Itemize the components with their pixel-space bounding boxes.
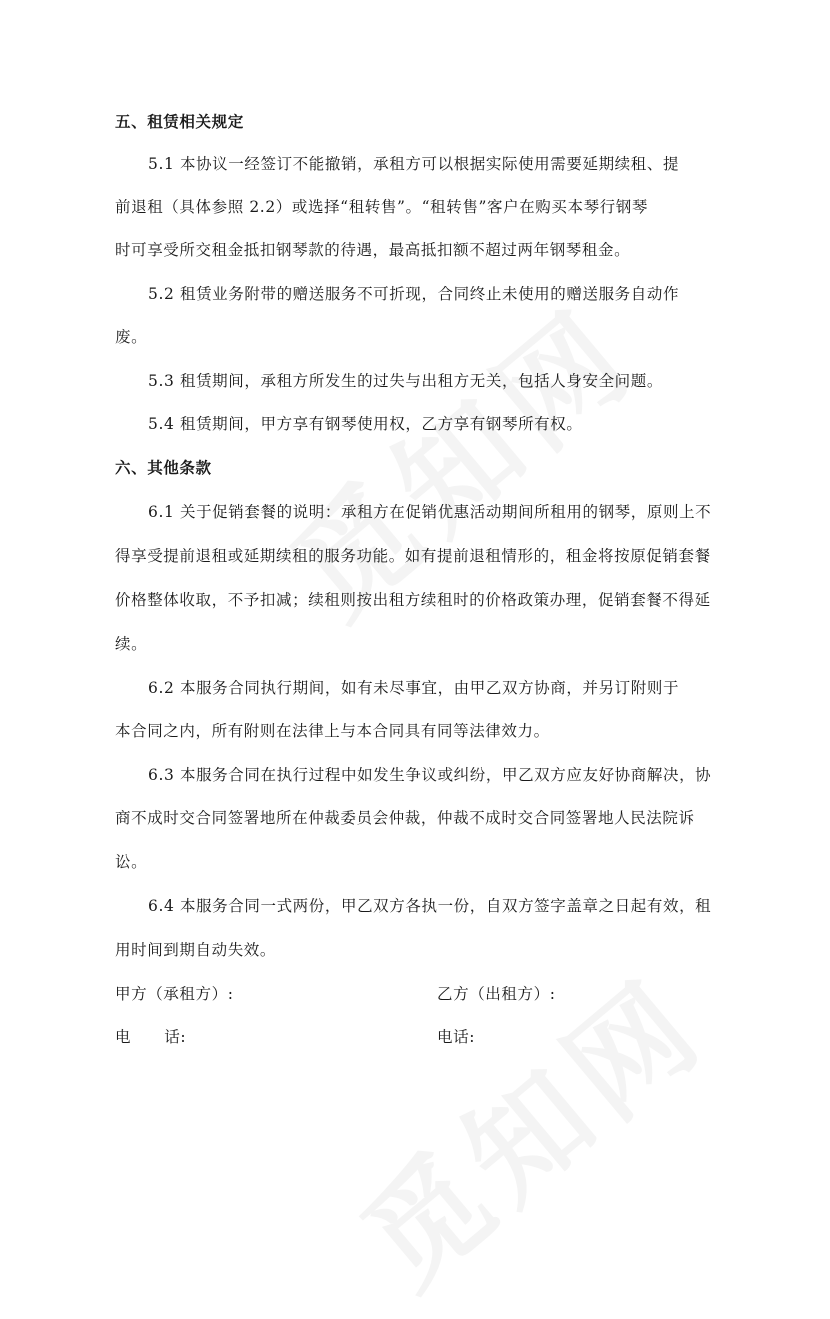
clause-5-1-line-2: 前退租（具体参照 2.2）或选择“租转售”。“租转售”客户在购买本琴行钢琴 xyxy=(115,198,648,216)
clause-5-3: 5.3 租赁期间，承租方所发生的过失与出租方无关，包括人身安全问题。 xyxy=(148,372,663,390)
party-a-phone-label: 电 话: xyxy=(115,1028,187,1046)
party-a-label: 甲方（承租方）: xyxy=(115,985,234,1003)
clause-5-1-line-1: 5.1 本协议一经签订不能撤销，承租方可以根据实际使用需要延期续租、提 xyxy=(148,155,680,173)
clause-6-2-line-1: 6.2 本服务合同执行期间，如有未尽事宜，由甲乙双方协商，并另订附则于 xyxy=(148,679,680,697)
clause-5-2-line-1: 5.2 租赁业务附带的赠送服务不可折现，合同终止未使用的赠送服务自动作 xyxy=(148,285,680,303)
clause-5-4: 5.4 租赁期间，甲方享有钢琴使用权，乙方享有钢琴所有权。 xyxy=(148,415,583,433)
clause-6-3-line-1: 6.3 本服务合同在执行过程中如发生争议或纠纷，甲乙双方应友好协商解决，协 xyxy=(148,766,712,784)
party-b-phone-label: 电话: xyxy=(437,1028,476,1046)
clause-6-4-line-2: 用时间到期自动失效。 xyxy=(115,941,277,959)
section-5-heading: 五、租赁相关规定 xyxy=(115,112,244,131)
clause-6-1-line-2: 得享受提前退租或延期续租的服务功能。如有提前退租情形的，租金将按原促销套餐 xyxy=(115,547,711,565)
clause-5-1-line-3: 时可享受所交租金抵扣钢琴款的待遇，最高抵扣额不超过两年钢琴租金。 xyxy=(115,241,631,259)
clause-6-2-line-2: 本合同之内，所有附则在法律上与本合同具有同等法律效力。 xyxy=(115,722,550,740)
clause-6-3-line-2: 商不成时交合同签署地所在仲裁委员会仲裁，仲裁不成时交合同签署地人民法院诉 xyxy=(115,809,695,827)
clause-6-1-line-3: 价格整体收取，不予扣减；续租则按出租方续租时的价格政策办理，促销套餐不得延 xyxy=(115,591,711,609)
party-b-label: 乙方（出租方）: xyxy=(437,985,556,1003)
clause-6-3-line-3: 讼。 xyxy=(115,853,148,871)
clause-6-4-line-1: 6.4 本服务合同一式两份，甲乙双方各执一份，自双方签字盖章之日起有效，租 xyxy=(148,897,712,915)
clause-6-1-line-4: 续。 xyxy=(115,635,148,653)
clause-5-2-line-2: 废。 xyxy=(115,328,148,346)
clause-6-1-line-1: 6.1 关于促销套餐的说明：承租方在促销优惠活动期间所租用的钢琴，原则上不 xyxy=(148,503,712,521)
section-6-heading: 六、其他条款 xyxy=(115,458,212,477)
